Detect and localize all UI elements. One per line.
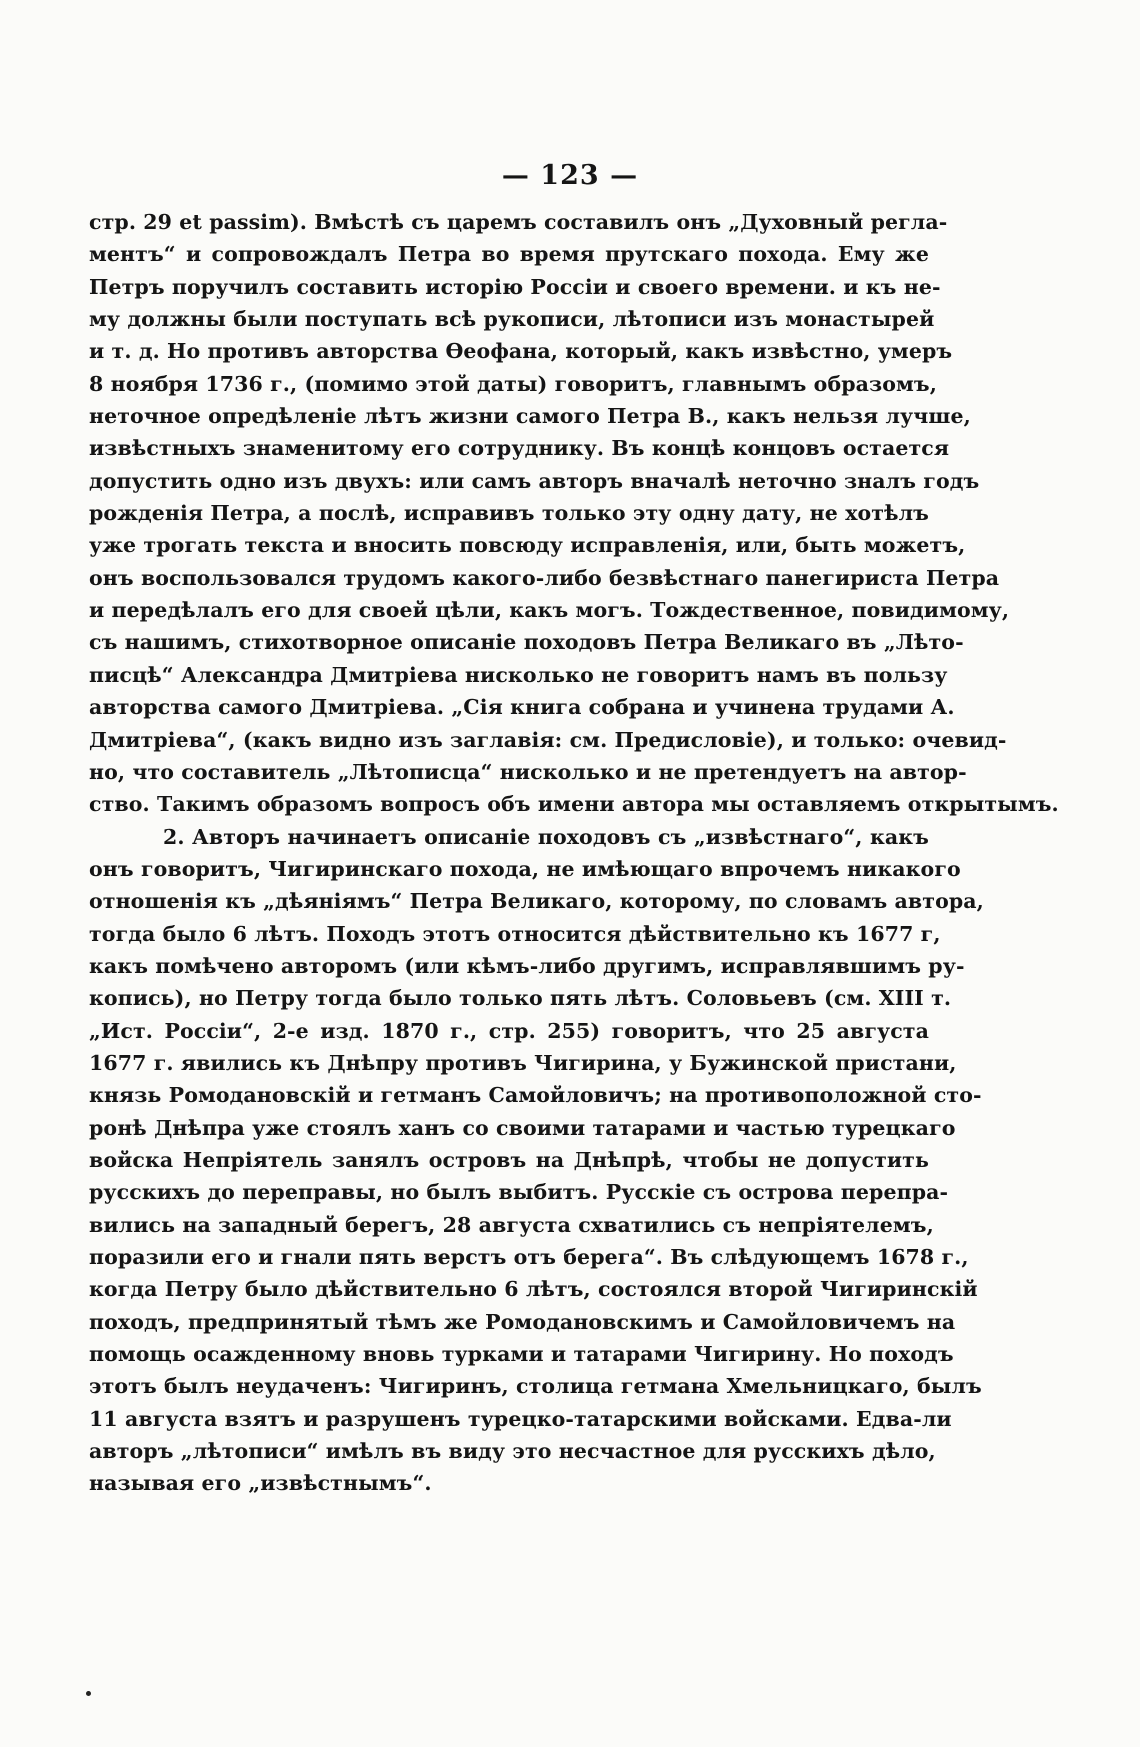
text-line: называя его „извѣстнымъ“.	[89, 1471, 432, 1496]
text-line: когда Петру было дѣйствительно 6 лѣтъ, состоялся второй Чигиринскій	[89, 1277, 978, 1302]
text-line: копись), но Петру тогда было только пять лѣтъ. Соловьевъ (см. XIII т.	[89, 986, 952, 1011]
text-line: ство. Такимъ образомъ вопросъ объ имени автора мы оставляемъ открытымъ.	[89, 792, 1059, 817]
text-line: 2. Авторъ начинаетъ описаніе походовъ съ „извѣстнаго“, какъ	[163, 824, 929, 849]
text-line: походъ, предпринятый тѣмъ же Ромодановскимъ и Самойловичемъ на	[89, 1309, 956, 1334]
paragraph-2	[89, 821, 984, 1500]
text-line: уже трогать текста и вносить повсюду исправленія, или, быть можетъ,	[89, 533, 966, 558]
text-line: онъ воспользовался трудомъ какого-либо безвѣстнаго панегириста Петра	[89, 565, 1000, 590]
text-line: вились на западный берегъ, 28 августа схватились съ непріятелемъ,	[89, 1212, 934, 1237]
text-line: му должны были поступать всѣ рукописи, лѣтописи изъ монастырей	[89, 307, 935, 332]
text-line: но, что составитель „Лѣтописца“ нисколько и не претендуетъ на автор-	[89, 759, 967, 784]
text-line: ментъ“ и сопровождалъ Петра во время прутскаго похода. Ему же	[89, 242, 929, 267]
text-line: ронѣ Днѣпра уже стоялъ ханъ со своими татарами и частью турецкаго	[89, 1115, 956, 1140]
text-line: этотъ былъ неудаченъ: Чигиринъ, столица гетмана Хмельницкаго, былъ	[89, 1374, 982, 1399]
paragraph-1	[89, 206, 1059, 821]
text-line: князь Ромодановскій и гетманъ Самойловичъ; на противоположной сто-	[89, 1083, 982, 1108]
text-line: тогда было 6 лѣтъ. Походъ этотъ относится дѣйствительно къ 1677 г,	[89, 921, 941, 946]
text-line: русскихъ до переправы, но былъ выбитъ. Русскіе съ острова перепра-	[89, 1180, 949, 1205]
text-line: авторства самого Дмитріева. „Сія книга собрана и учинена трудами А.	[89, 695, 955, 720]
text-line: помощь осажденному вновь турками и татарами Чигирину. Но походъ	[89, 1342, 954, 1367]
text-line: неточное опредѣленіе лѣтъ жизни самого Петра В., какъ нельзя лучше,	[89, 404, 971, 429]
text-line: онъ говоритъ, Чигиринскаго похода, не имѣющаго впрочемъ никакого	[89, 856, 961, 881]
text-line: 1677 г. явились къ Днѣпру противъ Чигирина, у Бужинской пристани,	[89, 1050, 957, 1075]
text-line: 8 ноября 1736 г., (помимо этой даты) говоритъ, главнымъ образомъ,	[89, 371, 937, 396]
text-line: извѣстныхъ знаменитому его сотруднику. Въ концѣ концовъ остается	[89, 436, 950, 461]
text-line: съ нашимъ, стихотворное описаніе походовъ Петра Великаго въ „Лѣто-	[89, 630, 964, 655]
text-line: допустить одно изъ двухъ: или самъ авторъ вначалѣ неточно зналъ годъ	[89, 468, 980, 493]
stray-ink-dot	[86, 1691, 91, 1696]
text-line: „Ист. Россіи“, 2-е изд. 1870 г., стр. 255) говоритъ, что 25 августа	[89, 1018, 929, 1043]
text-line: писцѣ“ Александра Дмитріева нисколько не говоритъ намъ въ пользу	[89, 662, 948, 687]
text-line: рожденія Петра, а послѣ, исправивъ только эту одну дату, не хотѣлъ	[89, 501, 929, 526]
text-line: Петръ поручилъ составить исторію Россіи и своего времени. и къ не-	[89, 274, 941, 299]
text-line: какъ помѣчено авторомъ (или кѣмъ-либо другимъ, исправлявшимъ ру-	[89, 953, 965, 978]
text-line: Дмитріева“, (какъ видно изъ заглавія: см. Предисловіе), и только: очевид-	[89, 727, 1007, 752]
text-line: авторъ „лѣтописи“ имѣлъ въ виду это несчастное для русскихъ дѣло,	[89, 1439, 936, 1464]
document-body	[89, 206, 1059, 1500]
text-line: поразили его и гнали пять верстъ отъ берега“. Въ слѣдующемъ 1678 г.,	[89, 1245, 969, 1269]
text-line: стр. 29 et passim). Вмѣстѣ съ царемъ составилъ онъ „Духовный регла-	[89, 210, 948, 234]
text-line: войска Непріятель занялъ островъ на Днѣпрѣ, чтобы не допустить	[89, 1147, 929, 1172]
text-line: и передѣлалъ его для своей цѣли, какъ могъ. Тождественное, повидимому,	[89, 598, 1010, 623]
text-line: отношенія къ „дѣяніямъ“ Петра Великаго, которому, по словамъ автора,	[89, 889, 984, 914]
page-number: — 123 —	[501, 160, 639, 191]
text-line: и т. д. Но противъ авторства Ѳеофана, который, какъ извѣстно, умеръ	[89, 339, 953, 364]
text-line: 11 августа взятъ и разрушенъ турецко-татарскими войсками. Едва-ли	[89, 1406, 952, 1431]
